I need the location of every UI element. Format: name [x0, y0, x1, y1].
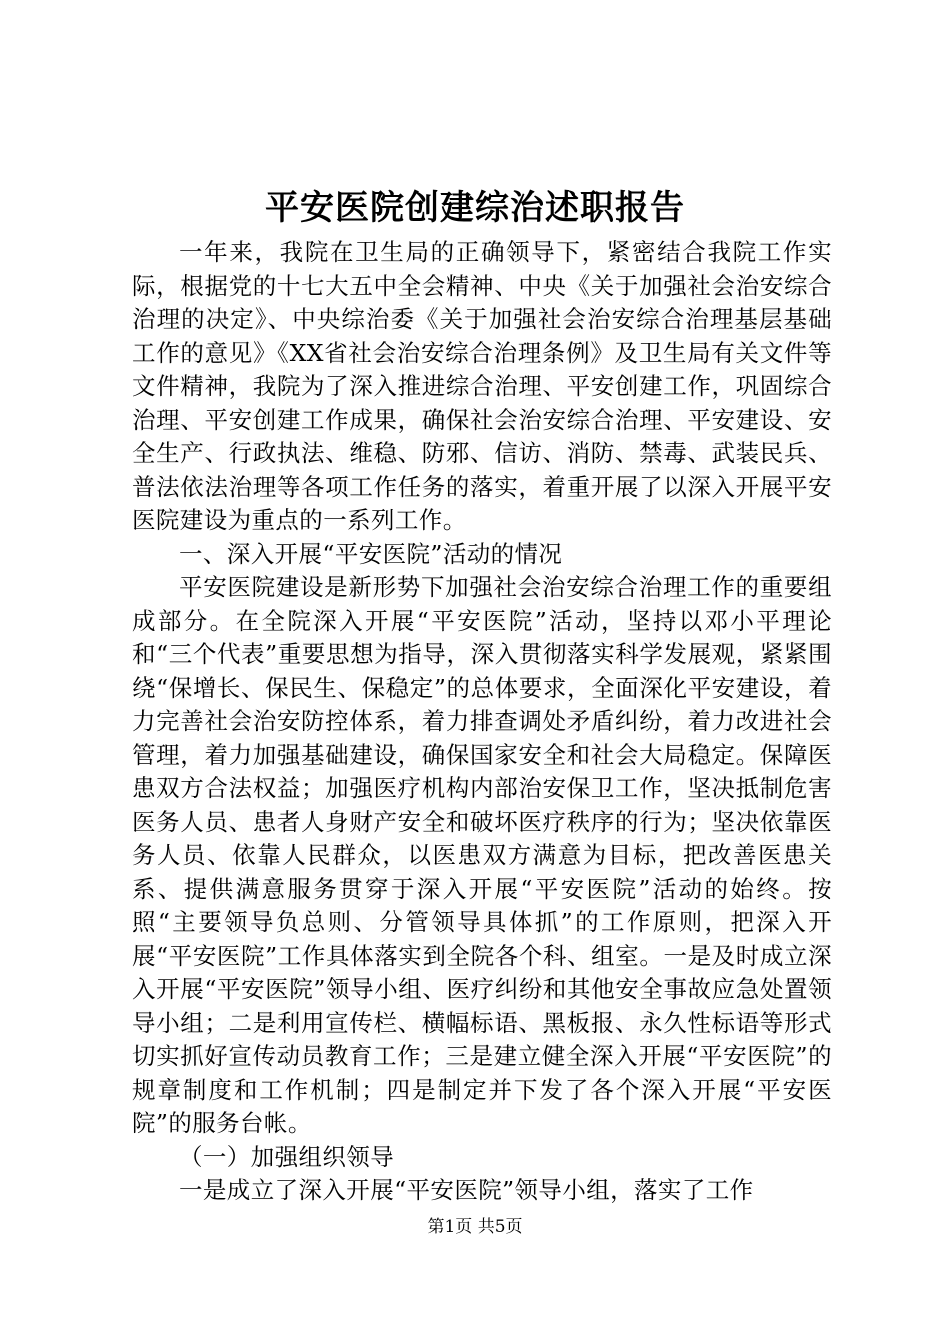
- paragraph-subsection-1: 一是成立了深入开展“平安医院”领导小组，落实了工作: [179, 1176, 754, 1204]
- paragraph-section-1: 平安医院建设是新形势下加强社会治安综合治理工作的重要组成部分。在全院深入开展“平安医院”活动，坚持以邓小平理论和“三个代表”重要思想为指导，深入贯彻落实科学发展观，紧紧围绕“保增长、保民生、保稳定”的总体要求，全面深化平安建设，着力完善社会治安防控体系，着力排查调处矛盾纠纷，着力改进社会管理，着力加强基础建设，确保国家安全和社会大局稳定。保障医患双方合法权益；加强医疗机构内部治安保卫工作，坚决抵制危害医务人员、患者人身财产安全和破坏医疗秩序的行为；坚决依靠医务人员、依靠人民群众，以医患双方满意为目标，把改善医患关系、提供满意服务贯穿于深入开展“平安医院”活动的始终。按照“主要领导负总则、分管领导具体抓”的工作原则，把深入开展“平安医院”工作具体落实到全院各个科、组室。一是及时成立深入开展“平安医院”领导小组、医疗纠纷和其他安全事故应急处置领导小组；二是利用宣传栏、横幅标语、黑板报、永久性标语等形式切实抓好宣传动员教育工作；三是建立健全深入开展“平安医院”的规章制度和工作机制；四是制定并下发了各个深入开展“平安医院”的服务台帐。: [132, 573, 832, 1137]
- section-heading-1: 一、深入开展“平安医院”活动的情况: [179, 539, 563, 568]
- document-body: [132, 236, 832, 1208]
- page-footer: 第1页 共5页: [427, 1217, 523, 1237]
- document-title: 平安医院创建综治述职报告: [265, 188, 685, 228]
- subsection-heading-1: （一）加强组织领导: [179, 1142, 395, 1171]
- paragraph-intro: 一年来，我院在卫生局的正确领导下，紧密结合我院工作实际，根据党的十七大五中全会精神、中央《关于加强社会治安综合治理的决定》、中央综治委《关于加强社会治安综合治理基层基础工作的意见》《XX省社会治安综合治理条例》及卫生局有关文件等文件精神，我院为了深入推进综合治理、平安创建工作，巩固综合治理、平安创建工作成果，确保社会治安综合治理、平安建设、安全生产、行政执法、维稳、防邪、信访、消防、禁毒、武装民兵、普法依法治理等各项工作任务的落实，着重开展了以深入开展平安医院建设为重点的一系列工作。: [132, 238, 832, 534]
